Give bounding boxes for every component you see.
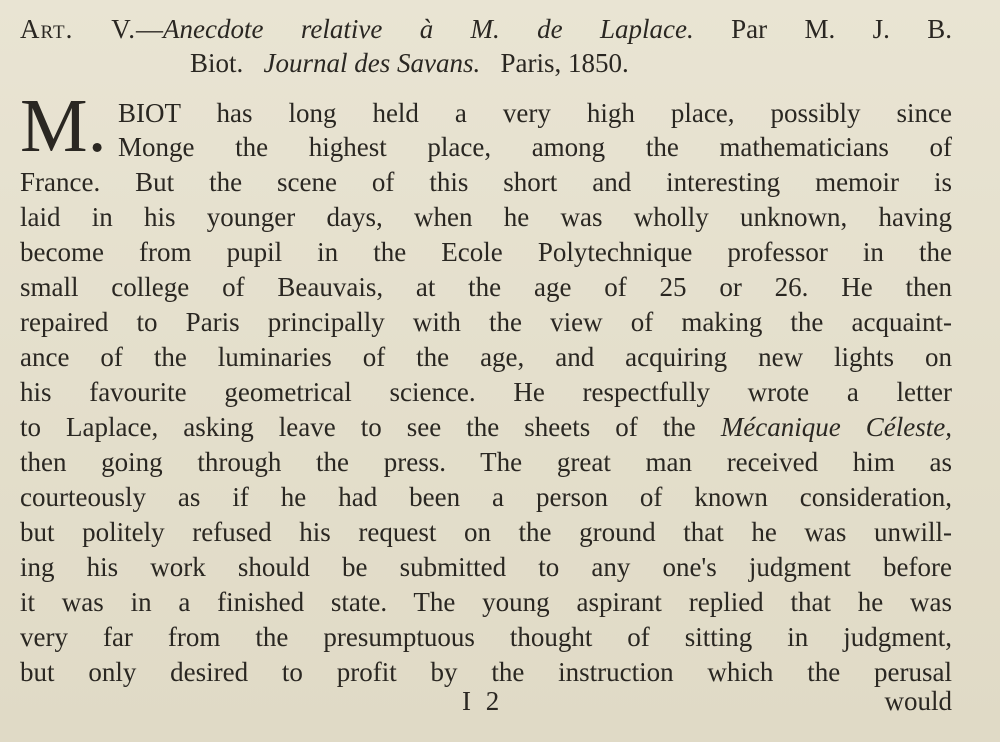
body-line-6: small college of Beauvais, at the age of 25 or 26. He then bbox=[20, 272, 952, 302]
article-author-continued: Biot. bbox=[190, 48, 244, 78]
journal-name: Journal des Savans. bbox=[263, 48, 481, 78]
body-line-5: become from pupil in the Ecole Polytechnique professor in the bbox=[20, 237, 952, 267]
body-line-1: BIOT has long held a very high place, possibly since bbox=[118, 98, 952, 128]
body-line-9: his favourite geometrical science. He respectfully wrote a letter bbox=[20, 377, 952, 407]
body-line-15: it was in a finished state. The young aspirant replied that he was bbox=[20, 587, 952, 617]
article-heading-line-1 bbox=[20, 12, 952, 46]
article-label: Art. V. bbox=[20, 14, 137, 44]
body-line-14: ing his work should be submitted to any one's judgment before bbox=[20, 552, 952, 582]
body-line-13: but politely refused his request on the ground that he was unwill- bbox=[20, 517, 952, 547]
signature-mark: I 2 bbox=[462, 686, 504, 716]
body-line-8: ance of the luminaries of the age, and acquiring new lights on bbox=[20, 342, 952, 372]
heading-dash: — bbox=[136, 14, 164, 44]
body-line-3: France. But the scene of this short and interesting memoir is bbox=[20, 167, 952, 197]
body-line-11: then going through the press. The great man received him as bbox=[20, 447, 952, 477]
body-line-7: repaired to Paris principally with the view of making the acquaint- bbox=[20, 307, 952, 337]
article-heading-line-2 bbox=[190, 46, 810, 80]
article-title: Anecdote relative à M. de Laplace. bbox=[163, 14, 694, 44]
body-line-10 bbox=[20, 410, 952, 444]
body-line-16: very far from the presumptuous thought of sitting in judgment, bbox=[20, 622, 952, 652]
body-line-10-text: to Laplace, asking leave to see the sheets of the bbox=[20, 412, 696, 442]
article-author-prefix: Par M. J. B. bbox=[731, 14, 953, 44]
body-line-2: Monge the highest place, among the mathematicians of bbox=[118, 132, 952, 162]
book-title-mecanique-celeste: Mécanique Céleste, bbox=[720, 412, 953, 442]
body-line-17: but only desired to profit by the instruction which the perusal bbox=[20, 657, 952, 687]
publication-place-year: Paris, 1850. bbox=[500, 48, 629, 78]
drop-cap: M. bbox=[20, 84, 107, 168]
body-line-4: laid in his younger days, when he was wholly unknown, having bbox=[20, 202, 952, 232]
catchword: would bbox=[884, 686, 952, 716]
body-line-12: courteously as if he had been a person of known consideration, bbox=[20, 482, 952, 512]
